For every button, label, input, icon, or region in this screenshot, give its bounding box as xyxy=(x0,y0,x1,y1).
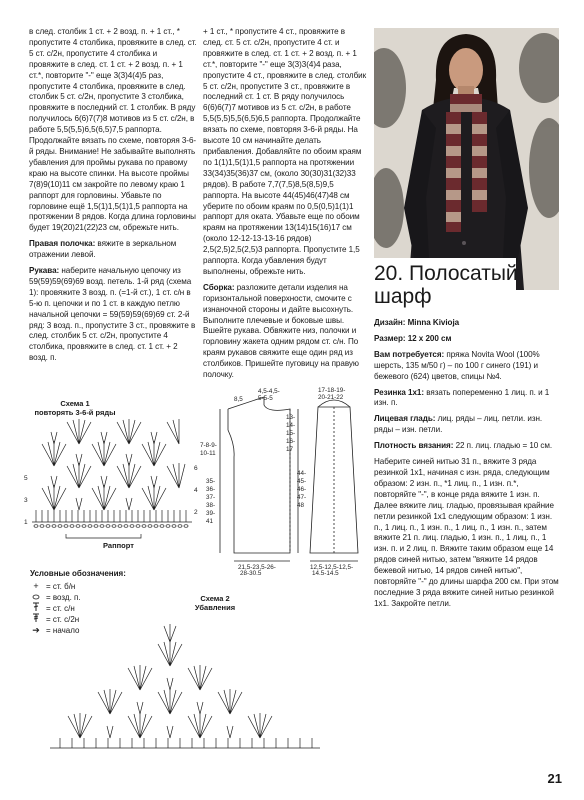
scarf-model-photo xyxy=(374,28,559,290)
text-column-1 xyxy=(29,27,197,369)
size-value: 12 х 200 см xyxy=(407,333,452,343)
left-big-2: 36- xyxy=(206,486,216,493)
legend-start-text: = начало xyxy=(46,626,80,635)
row-number-4: 4 xyxy=(194,487,198,494)
page-number: 21 xyxy=(547,771,562,786)
size-label: Размер: xyxy=(374,333,406,343)
instructions-text: Наберите синей нитью 31 п., вяжите 3 ряда резинкой 1х1, начиная с изн. ряда, следующим образом: 2 изн. п., *1 лиц. п., 1 изн. п.*, повторяйте "-", в конце ряда вяжите 1 изн. п. Далее вяжите лиц. гладью, провязывая крайние петли резинкой 1х1 следующим образом: 1 изн. п., 1 лиц. п., 1 изн. п., 1 лиц. п., 1 изн. п., затем вяжите 21 п. лиц. гладью, 1 изн. п., 1 лиц. п., 1 изн. п. и 2 лиц. п. Вяжите таким образом еще 14 рядов синей нитью, затем "вяжите 14 рядов бежевой нитью, 14 рядов синей нитью", повторяйте "-" до длины шарфа 200 см. При этом последние 3 ряда вяжите синей нитью резинкой 1х1. Закройте петли. xyxy=(374,457,559,608)
rib-value: вязать попеременно 1 лиц. п. и 1 изн. п. xyxy=(374,387,550,408)
materials-line xyxy=(374,350,562,383)
start-arrow-icon: ➔ xyxy=(32,625,40,635)
stockinette-value: лиц. ряды – лиц. петли. изн. ряды – изн. петли. xyxy=(374,414,543,435)
materials-value: пряжа Novita Wool (100% шерсть, 135 м/50 г) – по 100 г синего (191) и бежевого (624) цветов, спицы №4. xyxy=(374,349,540,381)
stockinette-label: Лицевая гладь: xyxy=(374,414,436,424)
row-number-6: 6 xyxy=(194,465,198,472)
sleeve-top-1: 17-18-19- xyxy=(318,387,346,394)
design-line xyxy=(374,318,562,329)
scheme1-title xyxy=(30,399,120,417)
scheme2-title-line2: Убавления xyxy=(194,603,236,612)
scheme2-base-dc xyxy=(60,738,312,748)
assembly-heading: Сборка: xyxy=(203,282,235,292)
scheme1-title-line2: повторять 3-6-й ряды xyxy=(34,408,116,417)
left-big-4: 38- xyxy=(206,502,216,509)
gauge-value: 22 п. лиц. гладью = 10 см. xyxy=(453,441,553,451)
left-big-3: 37- xyxy=(206,494,216,501)
rapport-label: Раппорт xyxy=(103,541,134,550)
scheme2-title-line1: Схема 2 xyxy=(200,594,230,603)
legend-dc-text: = ст. с/н xyxy=(46,604,75,613)
legend-tr-text: = ст. с/2н xyxy=(46,615,80,624)
left-big-5: 39- xyxy=(206,510,216,517)
sleeves-heading: Рукава: xyxy=(29,266,60,276)
row-number-5: 5 xyxy=(24,475,28,482)
gauge-label: Плотность вязания: xyxy=(374,441,454,451)
body-mid-top-1: 4,5-4,5- xyxy=(258,388,280,395)
stockinette-line xyxy=(374,414,562,436)
row-number-2: 2 xyxy=(194,509,198,516)
sleeve-top-2: 20-21-22 xyxy=(318,394,344,401)
sc-symbol-icon: + xyxy=(33,581,39,591)
sleeves-paragraph xyxy=(29,266,197,364)
left-small-2: 10-11 xyxy=(200,450,216,457)
row-number-1: 1 xyxy=(24,519,28,526)
row-number-3: 3 xyxy=(24,497,28,504)
neck-3: 15- xyxy=(286,430,296,437)
legend-title: Условные обозначения: xyxy=(30,569,126,578)
garment-schematic xyxy=(200,385,375,575)
sleeves-continuation: + 1 ст., * пропустите 4 ст., провяжите в след. ст. 5 ст. с/2н, пропустите 4 ст. и провяжите в след. ст. 1 ст. + 2 возд. п. + 1 ст.*, повторите "-" еще 3(3)3(4)4 раза, пропустите 4 ст., провяжите в след. столбик 5 ст. с/2н, пропустите 3 ст., провяжите в последний ст. 1 ст. В ряду получилось 6(6)6(7)7 мотивов из 5 ст. с/2н, в работе 5,5(5,5)5,5(6,5)6,5 раппорта. Продолжайте вязать по схеме, повторяя 3-6-й ряды. На высоте 10 см начинайте делать прибавления. Добавляйте по обоим краям по 1(1)1,5(1)1,5 раппорта на протяжении 33(34)35(36)37 см, (около 30(30)31(32)33 рядов). В работе 7,7(7,5)8,5(8,5)9,5 раппорта. На высоте 44(45)46(47)48 см уберите по обоим краям по 0,5(0,5)1(1)1 раппорт для оката. Убавьте еще по обоим краям на протяжении 13(14)15(16)17 см (около 12-12-13-13-16 рядов) 2,5(2,5)2,5(2,5)3 раппорта. Пропустите 1,5 раппорта. Когда убавления будут выполнены, обрежьте нить. xyxy=(203,27,367,276)
legend-chain-text: = возд. п. xyxy=(46,593,81,602)
legend-row-chain xyxy=(30,592,126,603)
scheme2-diagram xyxy=(30,620,330,765)
right-big-3: 46- xyxy=(297,486,307,493)
right-front-text: вяжите в зеркальном отражении левой. xyxy=(29,239,177,260)
neck-5: 17 xyxy=(286,446,294,453)
assembly-text: разложите детали изделия на горизонтальной поверхности, смочите с изнаночной стороны и дайте высохнуть. Выполните плечевые и боковые швы. Вшейте рукава. Обвяжите низ, полочки и горловину жакета одним рядом ст. с/н. По краям рукавов свяжите еще один ряд из столбиков. Пришейте пуговицу на правую полочку. xyxy=(203,282,359,380)
left-small-1: 7-8-9- xyxy=(200,442,217,449)
neck-4: 16- xyxy=(286,438,296,445)
size-line xyxy=(374,334,562,345)
legend-row-sc xyxy=(30,581,126,592)
right-big-2: 45- xyxy=(297,478,307,485)
right-big-5: 48 xyxy=(297,502,305,509)
pattern-title: 20. Полосатый шарф xyxy=(374,262,518,308)
materials-label: Вам потребуется: xyxy=(374,349,445,359)
text-column-3 xyxy=(374,318,562,615)
text-column-2 xyxy=(203,27,367,386)
legend-row-dc xyxy=(30,603,126,614)
right-front-heading: Правая полочка: xyxy=(29,239,96,249)
gauge-line xyxy=(374,441,562,452)
shell-fans xyxy=(42,419,185,510)
body-bottom-1: 21,5-23,5-26- xyxy=(238,564,276,571)
sleeve-bottom-2: 14,5-14,5 xyxy=(312,570,339,575)
body-bottom-2: 28-30,5 xyxy=(240,570,262,575)
right-big-1: 44- xyxy=(297,470,307,477)
rapport-bracket xyxy=(66,534,141,538)
body-outline xyxy=(228,397,290,553)
body-top-left-label: 8,5 xyxy=(234,396,243,403)
right-big-4: 47- xyxy=(297,494,307,501)
dc-row xyxy=(36,510,186,522)
sleeves-text: наберите начальную цепочку из 59(59)59(69)69 возд. петель. 1-й ряд (схема 1): провяжите 3 возд. п. (=1-й ст.), 1 ст. с/н в 5-ю п. цепочки и по 1 ст. в каждую петлю начальной цепочки = 59(59)59(69)69 ст. 2-й ряд: 3 возд. п., пропустите 3 ст., провяжите в след. столбик 5 ст. с/2н, пропустите 4 столбика, провяжите в след. ст. 1 ст. + 2 возд. п. xyxy=(29,266,196,363)
sleeve-bottom-1: 12,5-12,5-12,5- xyxy=(310,564,354,571)
body-mid-top-2: 5-5-5 xyxy=(258,395,273,402)
legend-sc-text: = ст. б/н xyxy=(46,582,76,591)
left-front-continuation: в след. столбик 1 ст. + 2 возд. п. + 1 ст., * пропустите 4 столбика, провяжите в след. ст. 5 ст. с/2н, пропустите 4 столбика и провяжите в след. ст. 1 ст. + 2 возд. п. + 1 ст.*, повторите "-" еще 3(3)4(4)5 раз, пропустите 4 столбика, провяжите в след. столбик 5 ст. с/2н, пропустите 3 столбика, провяжите в последний ст. 1 столбик. В ряду получилось 6(6)7(7)8 мотивов из 5 ст. с/2н, в работе 5,5(5,5)6,5(6,5)7,5 раппорта. Продолжайте вязать по схеме, повторяя 3-6-й ряды. Внимание! Не забывайте выполнять убавления для проймы рукава по правому краю на высоте спинки. На высоте проймы 7(8)9(10)11 см закройте по левому краю 1 раппорт для горловины. Убавьте по горловине ещё 1,5(1)1,5(1)1,5 раппорта на протяжении 8 рядов. Когда длина горловины будет 19(20)21(22)23 см, обрежьте нить. xyxy=(29,27,197,233)
model-illustration xyxy=(374,28,559,290)
rib-line xyxy=(374,388,562,410)
neck-2: 14- xyxy=(286,422,296,429)
rib-label: Резинка 1х1: xyxy=(374,387,424,397)
scheme2-fans xyxy=(68,624,272,738)
design-value: Minna Kivioja xyxy=(407,318,460,327)
scheme1-title-line1: Схема 1 xyxy=(60,399,90,408)
design-label: Дизайн: xyxy=(374,318,406,327)
scheme2-title xyxy=(185,594,245,612)
left-big-6: 41 xyxy=(206,518,214,525)
scheme1-diagram xyxy=(22,418,204,548)
chain-stitches xyxy=(34,525,188,528)
right-front-paragraph xyxy=(29,239,197,261)
assembly-paragraph xyxy=(203,283,367,381)
sleeve-cap xyxy=(318,400,350,407)
left-big-1: 35- xyxy=(206,478,216,485)
neck-1: 13- xyxy=(286,414,296,421)
